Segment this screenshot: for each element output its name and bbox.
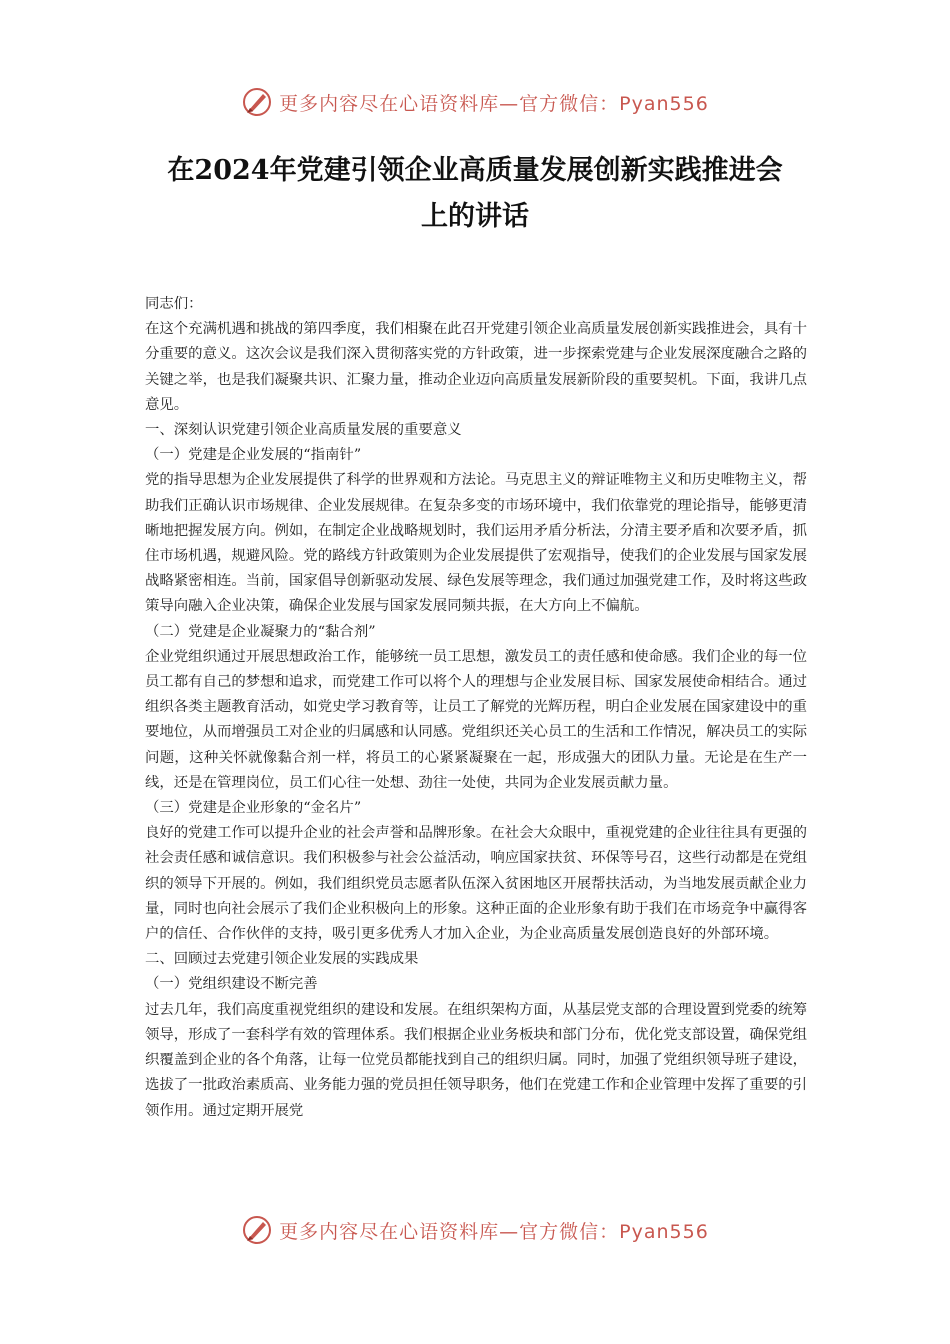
pen-logo-icon [241,86,273,118]
watermark-text: 更多内容尽在心语资料库—官方微信：Pyan556 [279,92,709,115]
watermark-banner-bottom [0,1210,950,1250]
paragraph: 在这个充满机遇和挑战的第四季度，我们相聚在此召开党建引领企业高质量发展创新实践推进会，具有十分重要的意义。这次会议是我们深入贯彻落实党的方针政策，进一步探索党建与企业发展深度融合之路的关键之举，也是我们凝聚共识、汇聚力量，推动企业迈向高质量发展新阶段的重要契机。下面，我讲几点意见。 [145,321,807,413]
paragraph: 企业党组织通过开展思想政治工作，能够统一员工思想，激发员工的责任感和使命感。我们企业的每一位员工都有自己的梦想和追求，而党建工作可以将个人的理想与企业发展目标、国家发展使命相结合。通过组织各类主题教育活动，如党史学习教育等，让员工了解党的光辉历程，明白企业发展在国家建设中的重要地位，从而增强员工对企业的归属感和认同感。党组织还关心员工的生活和工作情况，解决员工的实际问题，这种关怀就像黏合剂一样，将员工的心紧紧凝聚在一起，形成强大的团队力量。无论是在生产一线，还是在管理岗位，员工们心往一处想、劲往一处使，共同为企业发展贡献力量。 [145,648,807,791]
document-title [120,148,830,240]
paragraph: 党的指导思想为企业发展提供了科学的世界观和方法论。马克思主义的辩证唯物主义和历史唯物主义，帮助我们正确认识市场规律、企业发展规律。在复杂多变的市场环境中，我们依靠党的理论指导，能够更清晰地把握发展方向。例如，在制定企业战略规划时，我们运用矛盾分析法，分清主要矛盾和次要矛盾，抓住市场机遇，规避风险。党的路线方针政策则为企业发展提供了宏观指导，使我们的企业发展与国家发展战略紧密相连。当前，国家倡导创新驱动发展、绿色发展等理念，我们通过加强党建工作，及时将这些政策导向融入企业决策，确保企业发展与国家发展同频共振，在大方向上不偏航。 [145,472,807,615]
watermark-text: 更多内容尽在心语资料库—官方微信：Pyan556 [279,1220,709,1243]
paragraph: 良好的党建工作可以提升企业的社会声誉和品牌形象。在社会大众眼中，重视党建的企业往往具有更强的社会责任感和诚信意识。我们积极参与社会公益活动，响应国家扶贫、环保等号召，这些行动都是在党组织的领导下开展的。例如，我们组织党员志愿者队伍深入贫困地区开展帮扶活动，为当地发展贡献企业力量，同时也向社会展示了我们企业积极向上的形象。这种正面的企业形象有助于我们在市场竞争中赢得客户的信任、合作伙伴的支持，吸引更多优秀人才加入企业，为企业高质量发展创造良好的外部环境。 [145,825,807,943]
subsection-heading: （一）党组织建设不断完善 [145,976,318,993]
section-heading: 一、深刻认识党建引领企业高质量发展的重要意义 [145,422,462,439]
salutation: 同志们： [145,296,203,312]
section-heading: 二、回顾过去党建引领企业发展的实践成果 [145,951,419,968]
title-line-1: 在2024年党建引领企业高质量发展创新实践推进会 [167,155,783,186]
subsection-heading: （一）党建是企业发展的“指南针” [145,447,362,464]
paragraph: 过去几年，我们高度重视党组织的建设和发展。在组织架构方面，从基层党支部的合理设置到党委的统筹领导，形成了一套科学有效的管理体系。我们根据企业业务板块和部门分布，优化党支部设置，确保党组织覆盖到企业的各个角落，让每一位党员都能找到自己的组织归属。同时，加强了党组织领导班子建设，选拔了一批政治素质高、业务能力强的党员担任领导职务，他们在党建工作和企业管理中发挥了重要的引领作用。通过定期开展党 [145,1001,807,1119]
subsection-heading: （二）党建是企业凝聚力的“黏合剂” [145,623,376,640]
title-line-2: 上的讲话 [421,201,529,232]
subsection-heading: （三）党建是企业形象的“金名片” [145,800,362,817]
document-body [145,292,807,1124]
watermark-banner-top [0,82,950,122]
pen-logo-icon [241,1214,273,1246]
